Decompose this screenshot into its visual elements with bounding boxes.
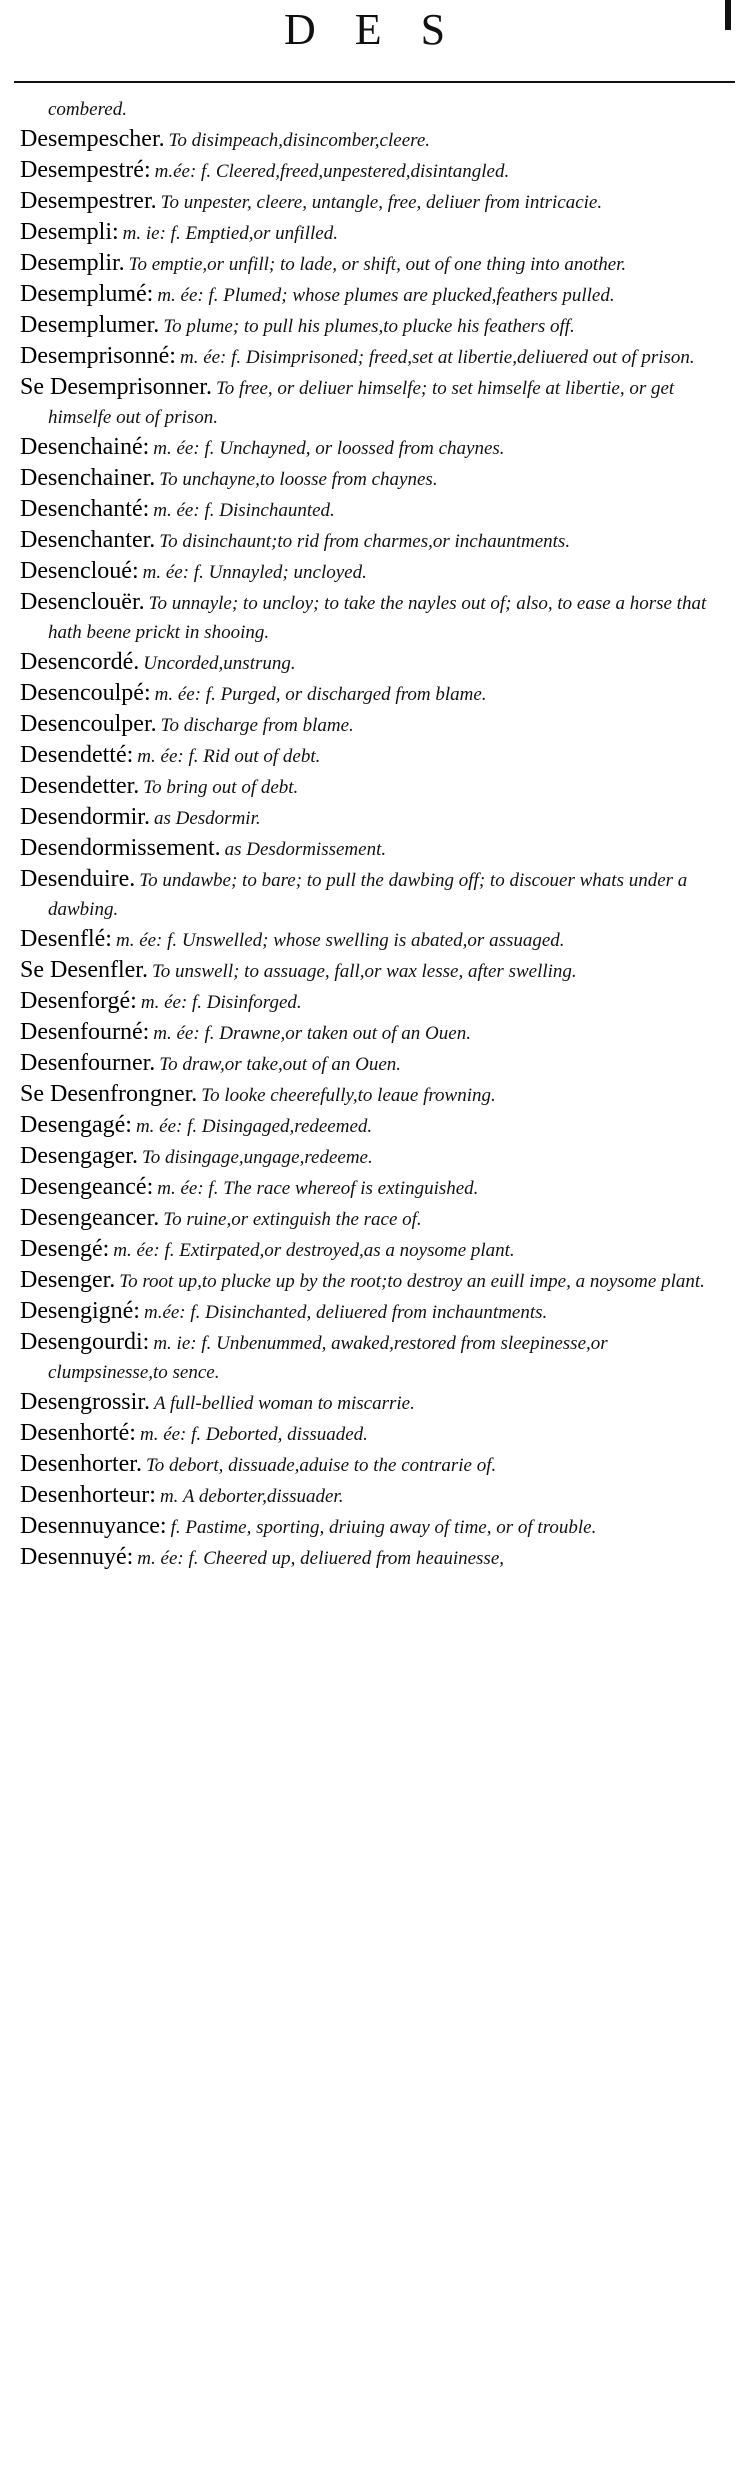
entry-definition: m. ée: f. Disingaged,redeemed. [135,1116,373,1137]
entry-headword: Desengrossir. [20,1389,150,1415]
dictionary-entry [20,1297,730,1328]
dictionary-entry [20,433,730,464]
entry-headword: Desennuyé: [20,1544,134,1570]
entry-headword: Desencordé. [20,649,140,675]
entry-headword: Desenfourné: [20,1019,150,1045]
dictionary-entry [20,865,730,925]
dictionary-entry [20,125,730,156]
entry-headword: Desenflé: [20,926,112,952]
dictionary-entry [20,648,730,679]
entry-definition: To root up,to plucke up by the root;to destroy an euill impe, a noysome plant. [119,1271,705,1292]
entry-definition: m. ée: f. Deborted, dissuaded. [139,1424,368,1445]
entry-definition: as Desdormir. [153,808,261,829]
entry-headword: Desempestré: [20,157,151,183]
entry-definition: as Desdormissement. [224,839,387,860]
entry-headword: Desemplumer. [20,312,160,338]
entry-definition: To disinchaunt;to rid from charmes,or inchauntments. [159,531,571,552]
entry-definition: To disimpeach,disincomber,cleere. [168,130,430,151]
dictionary-entry [20,526,730,557]
entry-definition: To discharge from blame. [160,715,354,736]
dictionary-entry [20,373,730,433]
dictionary-entry [20,956,730,987]
entry-definition: m. ée: f. Unchayned, or loossed from chaynes. [153,438,505,459]
dictionary-entry [20,1266,730,1297]
entry-definition: m. ée: f. Rid out of debt. [137,746,321,767]
entry-definition: m. ée: f. Plumed; whose plumes are plucked,feathers pulled. [157,285,615,306]
dictionary-entry [20,803,730,834]
entry-headword: Desenhorter. [20,1451,142,1477]
entry-headword: Desenclouër. [20,589,145,615]
entry-headword: Desennuyance: [20,1513,167,1539]
entry-definition: Uncorded,unstrung. [143,653,296,674]
entry-definition: To debort, dissuade,aduise to the contrarie of. [145,1455,497,1476]
entry-headword: Desencoulper. [20,711,157,737]
dictionary-entry [20,495,730,526]
entry-headword: Desengager. [20,1143,138,1169]
dictionary-entry [20,1173,730,1204]
dictionary-entry [20,156,730,187]
dictionary-entry [20,187,730,218]
dictionary-entry [20,1512,730,1543]
dictionary-entry [20,1142,730,1173]
entry-headword: Desenchainer. [20,465,156,491]
entry-headword: Desempli: [20,219,119,245]
entry-headword: Desemplir. [20,250,125,276]
entry-headword: Desendormissement. [20,835,221,861]
entry-headword: Desendetter. [20,773,140,799]
entry-headword: Desenhorté: [20,1420,136,1446]
entry-definition: combered. [48,99,127,120]
entry-definition: To undawbe; to bare; to pull the dawbing off; to discouer whats under a dawbing. [48,870,688,920]
header-rule [14,81,735,83]
entry-list [20,96,730,1574]
dictionary-entry [20,987,730,1018]
entry-definition: m. ée: f. Disinforged. [140,992,302,1013]
entry-definition: To emptie,or unfill; to lade, or shift, out of one thing into another. [128,254,627,275]
entry-headword: Desengourdi: [20,1329,150,1355]
entry-headword: Se Desemprisonner. [20,374,212,400]
dictionary-entry [20,834,730,865]
entry-headword: Se Desenfrongner. [20,1081,198,1107]
entry-headword: Desemprisonné: [20,343,176,369]
entry-definition: A full-bellied woman to miscarrie. [153,1393,415,1414]
entry-definition: m.ée: f. Cleered,freed,unpestered,disintangled. [154,161,510,182]
entry-headword: Desencloué: [20,558,139,584]
entry-headword: Desenchanté: [20,496,150,522]
entry-headword: Desengeancé: [20,1174,154,1200]
dictionary-entry [20,772,730,803]
entry-headword: Desenfourner. [20,1050,156,1076]
dictionary-entry [20,557,730,588]
entry-definition: m. ée: f. Unswelled; whose swelling is abated,or assuaged. [115,930,565,951]
entry-definition: f. Pastime, sporting, driuing away of time, or of trouble. [170,1517,597,1538]
entry-definition: m. ée: f. Extirpated,or destroyed,as a noysome plant. [113,1240,515,1261]
dictionary-entry [20,1235,730,1266]
entry-definition: m. A deborter,dissuader. [159,1486,344,1507]
dictionary-entry [20,1543,730,1574]
corner-mark [725,0,731,30]
dictionary-entry [20,1450,730,1481]
dictionary-entry [20,1204,730,1235]
entry-headword: Desengeancer. [20,1205,160,1231]
dictionary-entry [20,311,730,342]
dictionary-entry [20,1388,730,1419]
entry-definition: m. ée: f. Purged, or discharged from blame. [154,684,487,705]
entry-definition: m. ie: f. Emptied,or unfilled. [122,223,338,244]
entry-definition: m. ée: f. Drawne,or taken out of an Ouen. [153,1023,471,1044]
entry-headword: Desendetté: [20,742,134,768]
entry-definition: m. ée: f. Cheered up, deliuered from heauinesse, [137,1548,505,1569]
entry-definition: m. ée: f. Disimprisoned; freed,set at libertie,deliuered out of prison. [179,347,695,368]
entry-definition: To unswell; to assuage, fall,or wax lesse, after swelling. [151,961,577,982]
entry-headword: Desengigné: [20,1298,140,1324]
entry-headword: Desenhorteur: [20,1482,156,1508]
entry-definition: m.ée: f. Disinchanted, deliuered from inchauntments. [143,1302,548,1323]
dictionary-entry [20,249,730,280]
entry-headword: Se Desenfler. [20,957,148,983]
dictionary-entry [20,925,730,956]
entry-definition: To unchayne,to loosse from chaynes. [159,469,438,490]
entry-definition: m. ée: f. Disinchaunted. [153,500,335,521]
dictionary-entry [20,741,730,772]
entry-definition: m. ée: f. Unnayled; uncloyed. [142,562,367,583]
entry-definition: To looke cheerefully,to leaue frowning. [201,1085,496,1106]
entry-headword: Desenger. [20,1267,116,1293]
dictionary-entry [20,679,730,710]
entry-headword: Desempestrer. [20,188,157,214]
dictionary-entry [20,280,730,311]
entry-headword: Desendormir. [20,804,150,830]
dictionary-entry [20,1481,730,1512]
entry-definition: To ruine,or extinguish the race of. [163,1209,422,1230]
entry-headword: Desenforgé: [20,988,137,1014]
entry-definition: To disingage,ungage,redeeme. [141,1147,373,1168]
entry-definition: To plume; to pull his plumes,to plucke his feathers off. [163,316,575,337]
page-header [0,0,743,84]
entry-headword: Desempescher. [20,126,165,152]
entry-headword: Desenduire. [20,866,136,892]
entry-definition: To free, or deliuer himselfe; to set himselfe at libertie, or get himselfe out of prison. [48,378,675,428]
entry-definition: m. ie: f. Unbenummed, awaked,restored from sleepinesse,or clumpsinesse,to sence. [48,1333,608,1383]
running-head: D E S [283,5,460,54]
entry-definition: To unnayle; to uncloy; to take the nayles out of; also, to ease a horse that hath beene prickt in shooing. [48,593,707,643]
dictionary-entry [20,1328,730,1388]
entry-headword: Desencoulpé: [20,680,151,706]
entry-headword: Desemplumé: [20,281,154,307]
entry-definition: To bring out of debt. [143,777,299,798]
entry-headword: Desengé: [20,1236,110,1262]
dictionary-entry [20,588,730,648]
entry-definition: m. ée: f. The race whereof is extinguished. [157,1178,479,1199]
entry-headword: Desenchainé: [20,434,150,460]
dictionary-entry [20,1111,730,1142]
dictionary-entry [20,710,730,741]
dictionary-entry [20,1018,730,1049]
dictionary-entry [20,96,730,125]
entry-definition: To draw,or take,out of an Ouen. [159,1054,402,1075]
entry-definition: To unpester, cleere, untangle, free, deliuer from intricacie. [160,192,603,213]
dictionary-entry [20,1419,730,1450]
dictionary-entry [20,1080,730,1111]
dictionary-entry [20,464,730,495]
dictionary-entry [20,1049,730,1080]
entry-headword: Desengagé: [20,1112,132,1138]
dictionary-entry [20,218,730,249]
dictionary-entry [20,342,730,373]
entry-headword: Desenchanter. [20,527,156,553]
